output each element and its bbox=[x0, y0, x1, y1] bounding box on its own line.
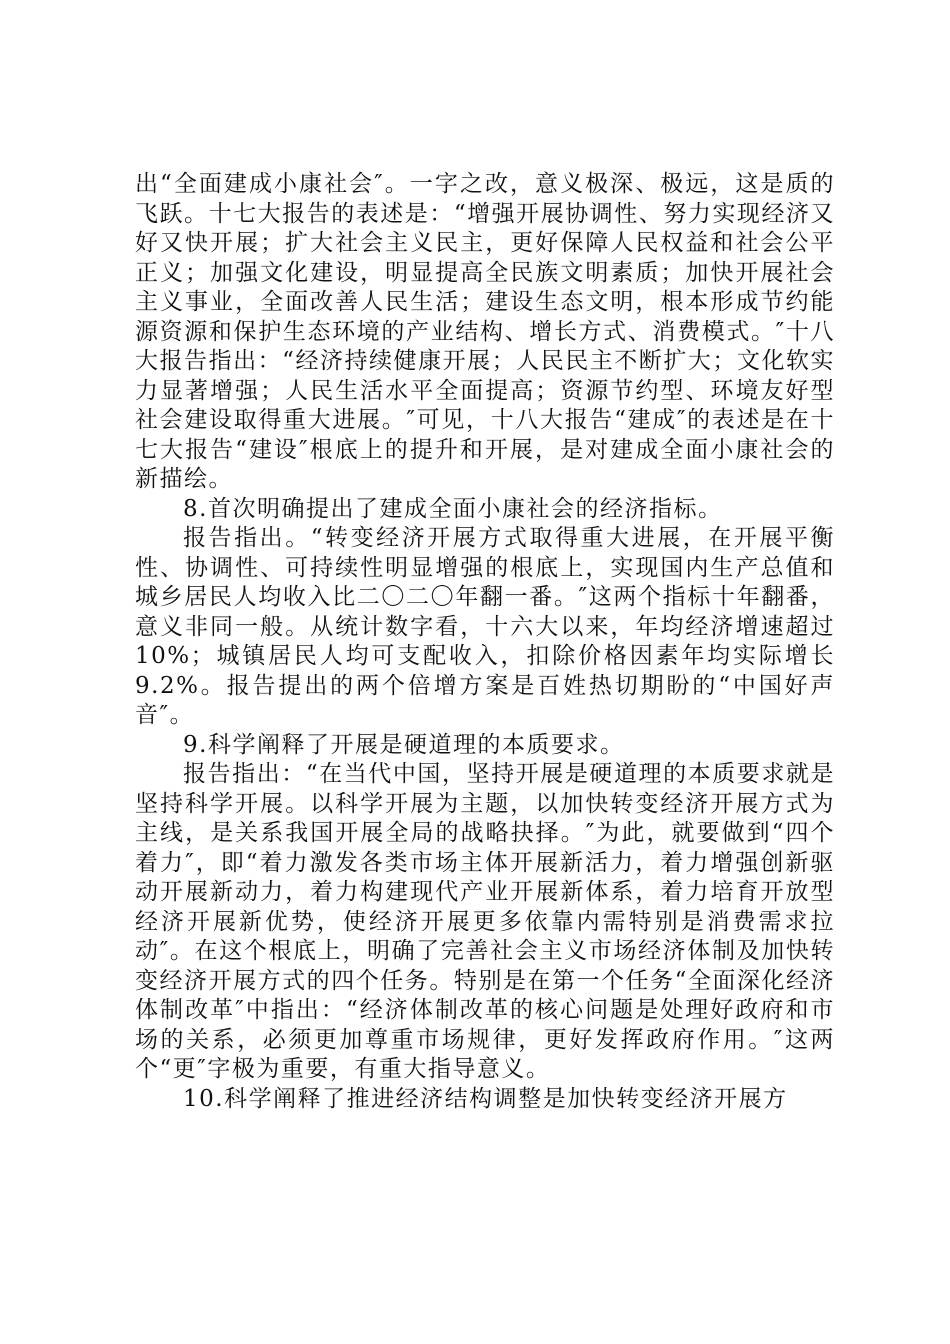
document-body bbox=[135, 170, 835, 1114]
paragraph-section-8: 报告指出。“转变经济开展方式取得重大进展，在开展平衡性、协调性、可持续性明显增强的根底上，实现国内生产总值和城乡居民人均收入比二〇二〇年翻一番。″这两个指标十年翻番，意义非同一般。从统计数字看，十六大以来，年均经济增速超过10%；城镇居民人均可支配收入，扣除价格因素年均实际增长9.2%。报告提出的两个倍增方案是百姓热切期盼的“中国好声音″。 bbox=[135, 525, 835, 728]
paragraph-continuation: 出“全面建成小康社会″。一字之改，意义极深、极远，这是质的飞跃。十七大报告的表述是：“增强开展协调性、努力实现经济又好又快开展；扩大社会主义民主，更好保障人民权益和社会公平正义；加强文化建设，明显提高全民族文明素质；加快开展社会主义事业，全面改善人民生活；建设生态文明，根本形成节约能源资源和保护生态环境的产业结构、增长方式、消费模式。″十八大报告指出：“经济持续健康开展；人民民主不断扩大；文化软实力显著增强；人民生活水平全面提高；资源节约型、环境友好型社会建设取得重大进展。″可见，十八大报告“建成″的表述是在十七大报告“建设″根底上的提升和开展，是对建成全面小康社会的新描绘。 bbox=[135, 171, 835, 492]
paragraph-section-9: 报告指出：“在当代中国，坚持开展是硬道理的本质要求就是坚持科学开展。以科学开展为主题，以加快转变经济开展方式为主线，是关系我国开展全局的战略抉择。″为此，就要做到“四个着力″，即“着力激发各类市场主体开展新活力，着力增强创新驱动开展新动力，着力构建现代产业开展新体系，着力培育开放型经济开展新优势，使经济开展更多依靠内需特别是消费需求拉动″。在这个根底上，明确了完善社会主义市场经济体制及加快转变经济开展方式的四个任务。特别是在第一个任务“全面深化经济体制改革″中指出：“经济体制改革的核心问题是处理好政府和市场的关系，必须更加尊重市场规律，更好发挥政府作用。″这两个“更″字极为重要，有重大指导意义。 bbox=[135, 761, 835, 1082]
section-heading-9: 9.科学阐释了开展是硬道理的本质要求。 bbox=[183, 731, 625, 758]
section-heading-8: 8.首次明确提出了建成全面小康社会的经济指标。 bbox=[183, 495, 723, 522]
section-heading-10: 10.科学阐释了推进经济结构调整是加快转变经济开展方 bbox=[183, 1085, 788, 1112]
